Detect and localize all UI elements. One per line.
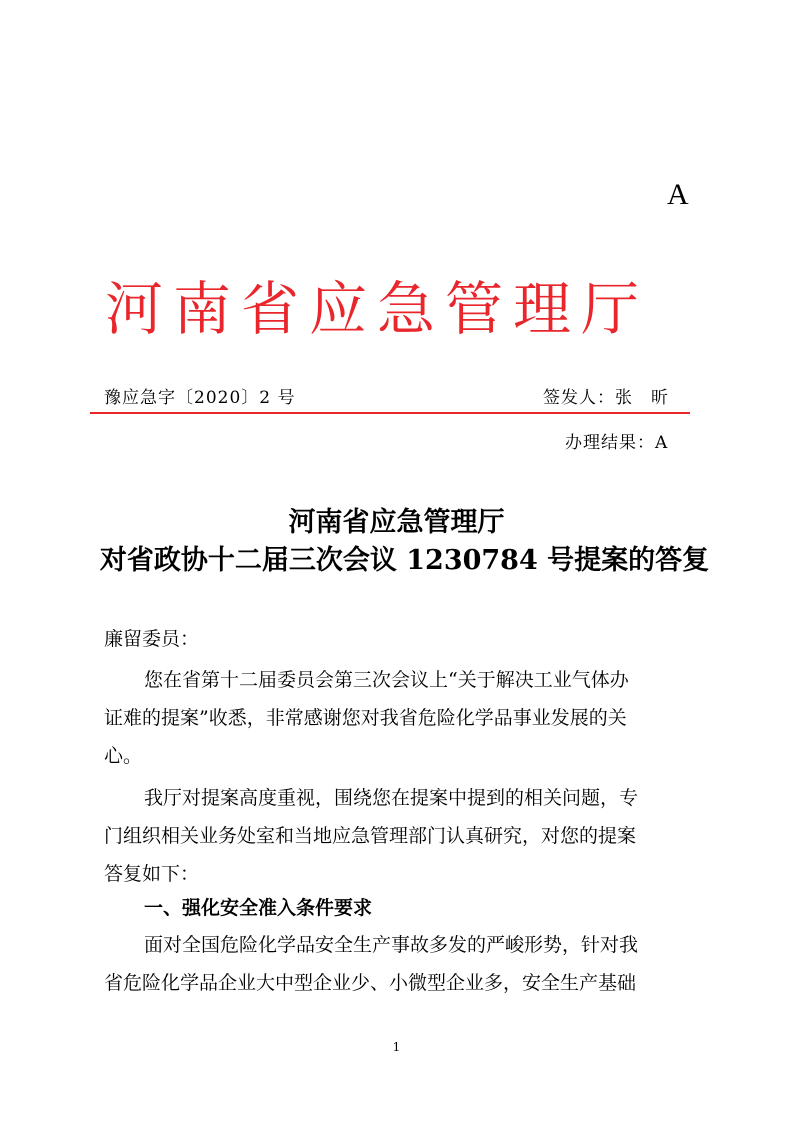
paragraph	[104, 926, 690, 1002]
paragraph-line: 您在省第十二届委员会第三次会议上“关于解决工业气体办	[144, 669, 629, 691]
salutation: 廉留委员：	[104, 628, 200, 650]
document-title-line-2: 对省政协十二届三次会议 1230784 号提案的答复	[99, 545, 710, 576]
paragraph-line: 我厅对提案高度重视，围绕您在提案中提到的相关问题，专	[144, 787, 639, 809]
signer: 签发人：张 昕	[543, 388, 669, 408]
page-number: 1	[392, 1040, 401, 1054]
organization-header: 河南省应急管理厅	[105, 275, 650, 343]
section-heading: 一、强化安全准入条件要求	[144, 897, 373, 919]
document-title-line-1: 河南省应急管理厅	[288, 507, 505, 538]
grade-mark: A	[667, 178, 689, 211]
paragraph-line: 答复如下：	[104, 863, 200, 885]
paragraph-line: 证难的提案”收悉，非常感谢您对我省危险化学品事业发展的关	[104, 707, 627, 729]
paragraph	[104, 661, 690, 775]
red-divider	[90, 412, 690, 414]
paragraph-line: 心。	[104, 745, 143, 767]
paragraph	[104, 779, 690, 893]
document-number: 豫应急字〔2020〕2 号	[104, 388, 296, 408]
paragraph-line: 省危险化学品企业大中型企业少、小微型企业多，安全生产基础	[104, 972, 637, 994]
paragraph-line: 面对全国危险化学品安全生产事故多发的严峻形势，针对我	[144, 934, 639, 956]
paragraph-line: 门组织相关业务处室和当地应急管理部门认真研究，对您的提案	[104, 825, 637, 847]
processing-result: 办理结果：A	[565, 433, 669, 453]
